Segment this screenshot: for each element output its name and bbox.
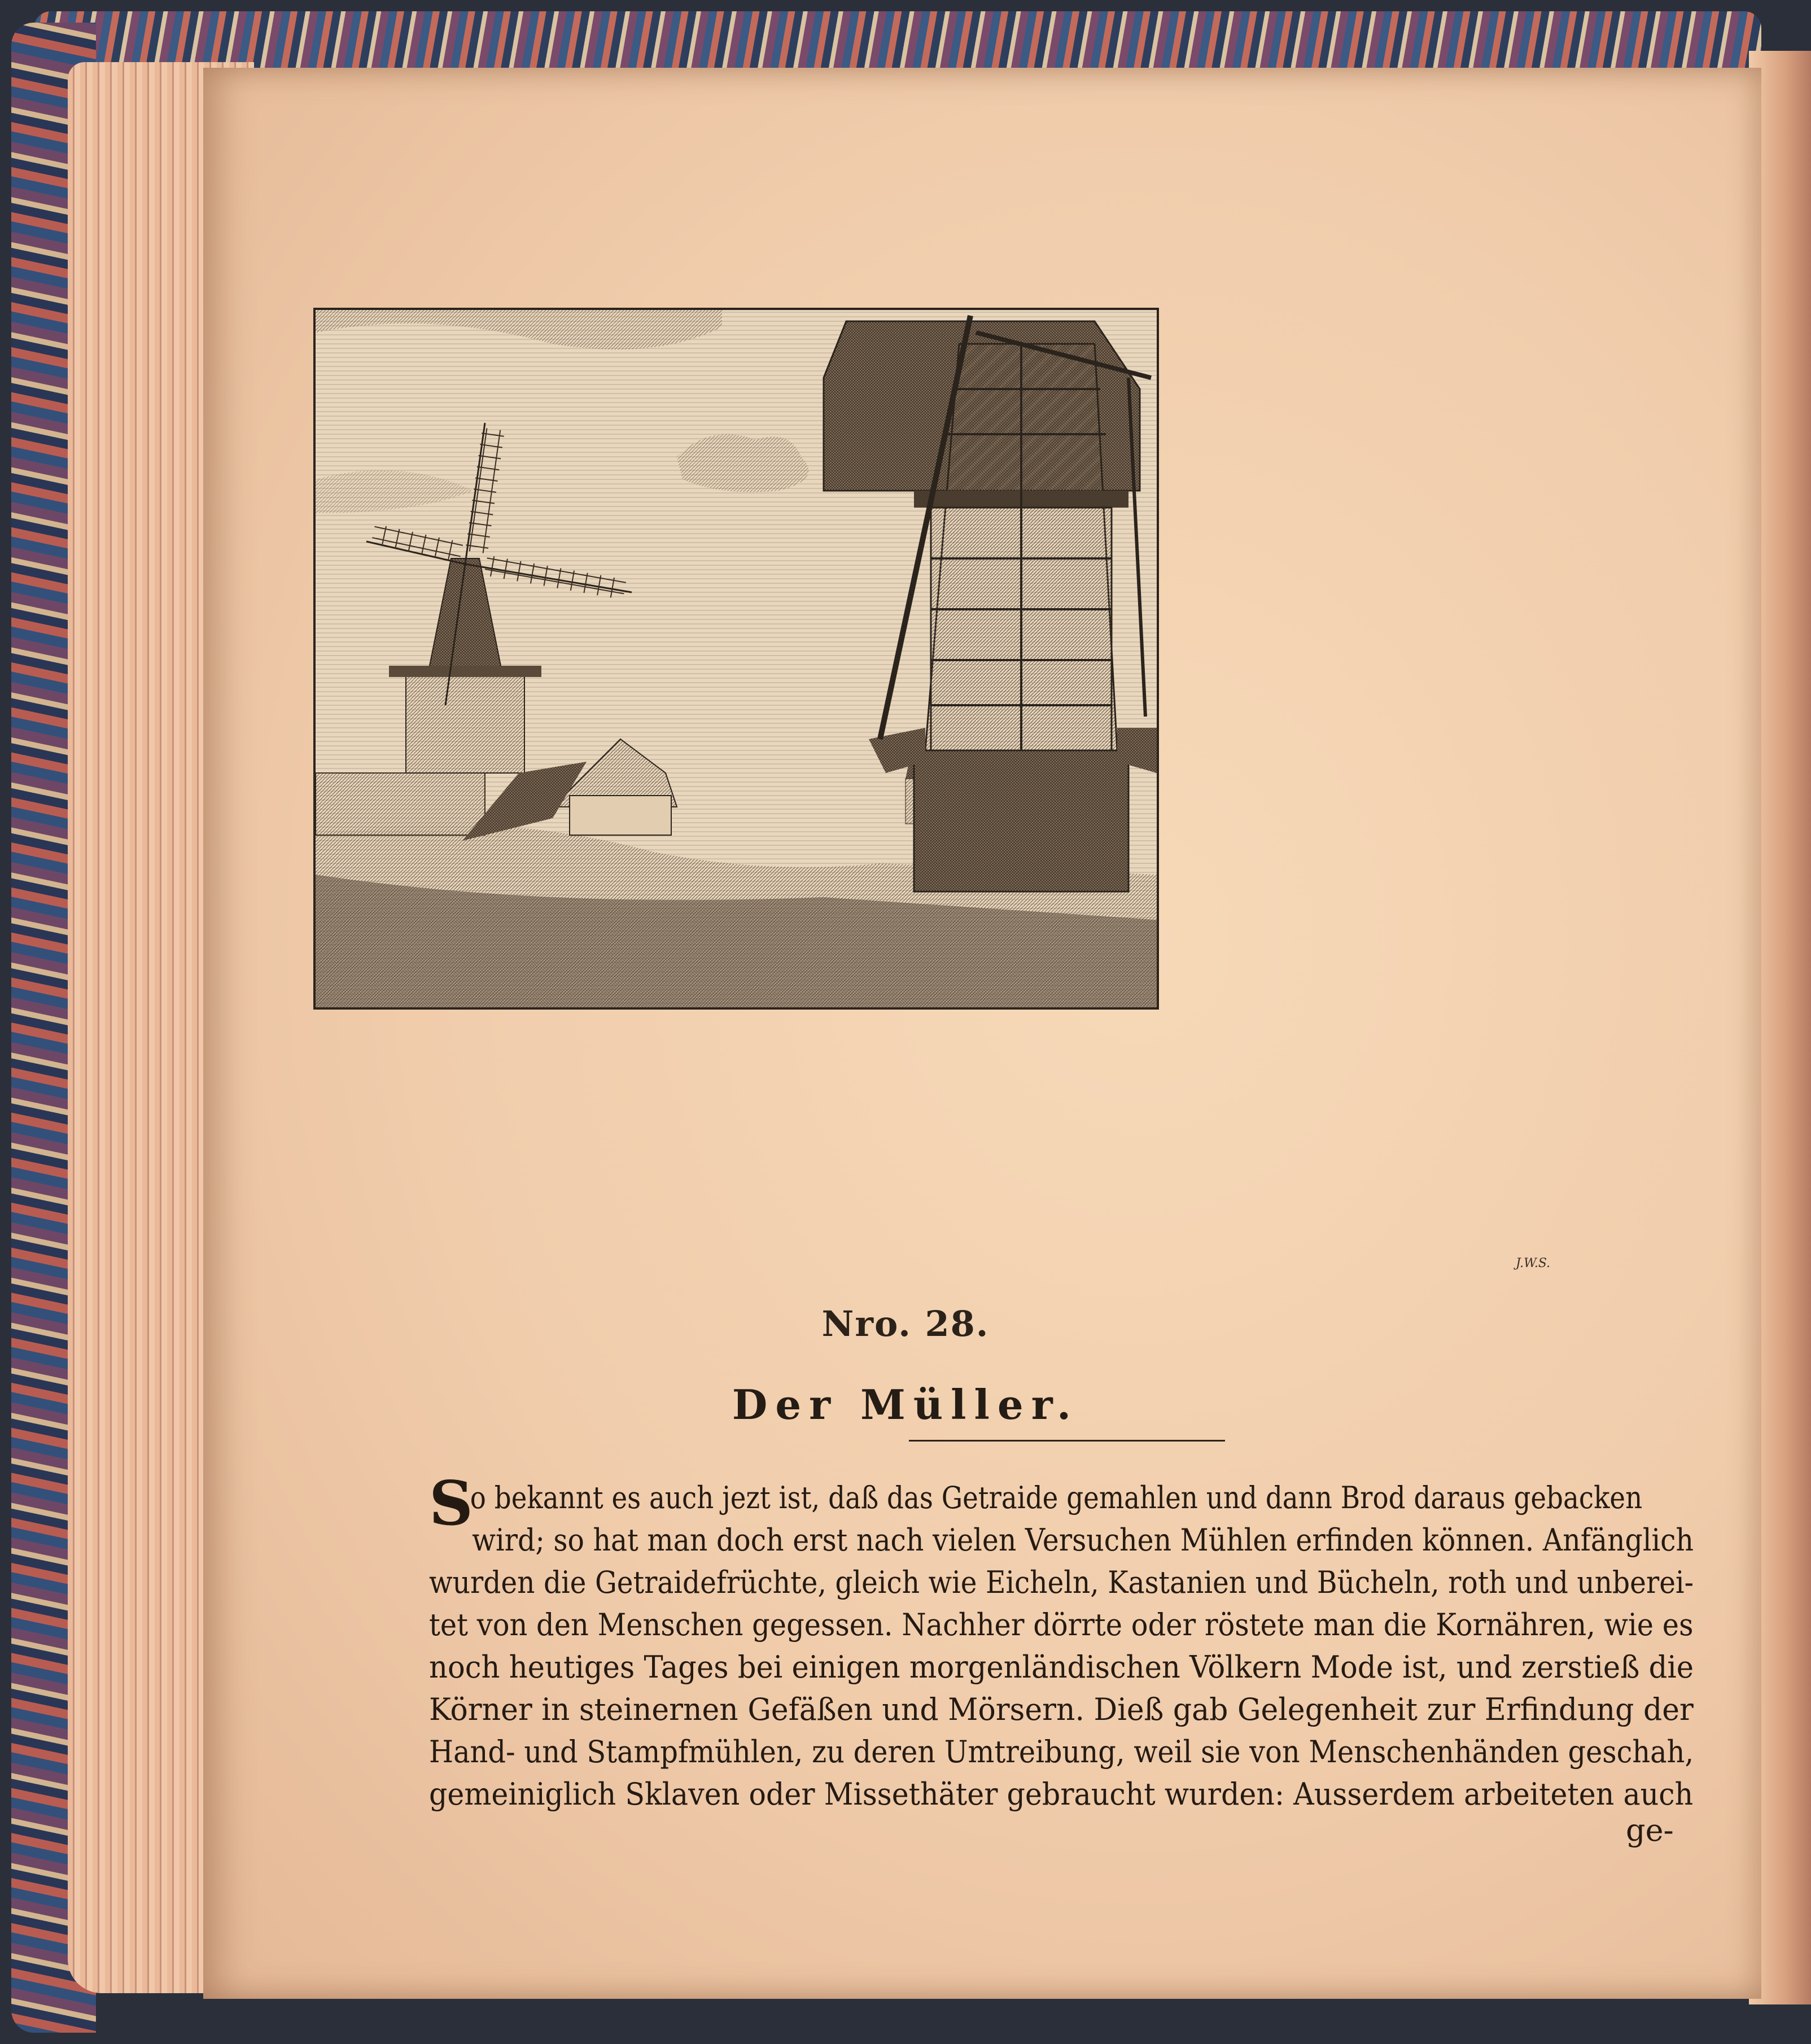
article-title: Der Müller. <box>732 1381 1079 1429</box>
engraving-illustration <box>316 310 1157 1007</box>
body-line: gemeiniglich Sklaven oder Missethäter gebraucht wurden: Ausserdem arbeiteten auch <box>429 1776 1694 1812</box>
article-body <box>429 1468 1694 1815</box>
title-rule <box>909 1440 1225 1442</box>
drop-capital: S <box>429 1468 473 1539</box>
body-line: tet von den Menschen gegessen. Nachher dörrte oder röstete man die Kornähren, wie es <box>429 1607 1694 1643</box>
catchword: ge- <box>1626 1812 1674 1848</box>
body-line: Hand- und Stampfmühlen, zu deren Umtreibung, weil sie von Menschenhänden geschah, <box>429 1734 1694 1770</box>
windmill-engraving <box>313 308 1159 1010</box>
body-line: o bekannt es auch jezt ist, daß das Getraide gemahlen und dann Brod daraus gebacken <box>470 1480 1643 1515</box>
plate-caption: Nro. 28. <box>821 1303 990 1344</box>
body-line: wurden die Getraidefrüchte, gleich wie Eicheln, Kastanien und Bücheln, roth und unberei- <box>429 1565 1694 1600</box>
engraver-signature: J.W.S. <box>1516 1256 1551 1270</box>
body-line: wird; so hat man doch erst nach vielen Versuchen Mühlen erfinden können. Anfänglich <box>472 1522 1694 1558</box>
body-line: noch heutiges Tages bei einigen morgenländischen Völkern Mode ist, und zerstieß die <box>429 1649 1694 1685</box>
body-line: Körner in steinernen Gefäßen und Mörsern. Dieß gab Gelegenheit zur Erfindung der <box>429 1692 1694 1727</box>
